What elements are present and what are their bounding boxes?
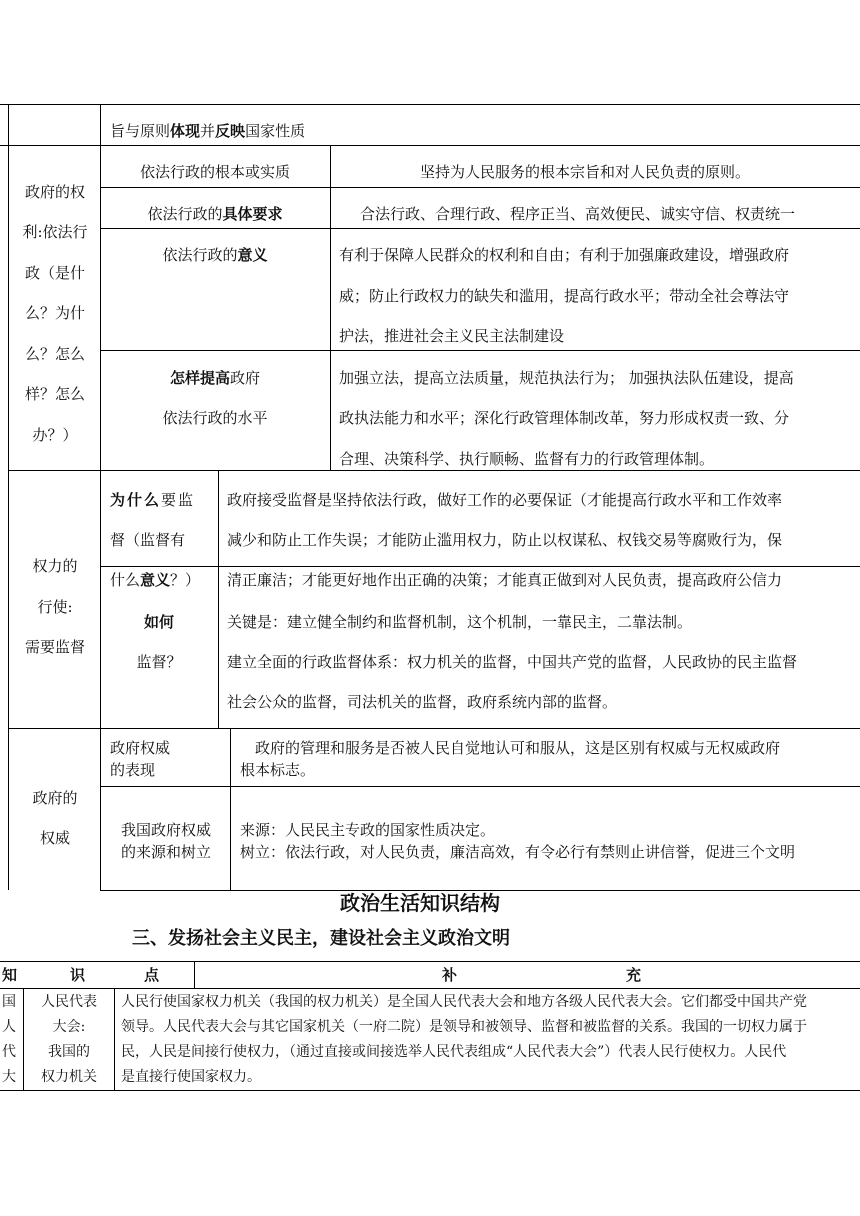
column-divider	[8, 104, 9, 890]
essence-label: 依法行政的根本或实质	[139, 163, 290, 181]
row-divider	[0, 145, 860, 146]
page-title: 政治生活知识结构	[340, 891, 500, 915]
table2-bottom-border	[0, 1090, 860, 1091]
essence-text: 坚持为人民服务的根本宗旨和对人民负责的原则。	[420, 163, 751, 181]
row-divider	[100, 350, 860, 351]
column-divider	[230, 728, 231, 890]
row-divider	[100, 228, 860, 229]
significance-label: 依法行政的意义	[162, 246, 268, 264]
column-divider	[218, 470, 219, 728]
table2-top-border	[0, 961, 860, 962]
row-divider	[8, 728, 860, 729]
column-divider	[330, 145, 331, 470]
row-divider	[8, 470, 860, 471]
row-divider	[100, 786, 860, 787]
column-divider	[114, 988, 115, 1090]
requirement-text: 合法行政、合理行政、程序正当、高效便民、诚实守信、权责统一	[360, 205, 796, 223]
column-divider	[194, 961, 195, 988]
requirement-label: 依法行政的具体要求	[147, 205, 283, 223]
document-page: 旨与原则体现并反映国家性质 政府的权 利:依法行 政（是什 么？为什 么？怎么 样？怎么 办？） 依法行政的根本或实质 坚持为人民服务的根本宗旨和对人民负责的原则。 依法行政的具体要求 合法行政、合理行政、程序正当、高效便民、诚实守信、权责统一 依法行政的意义 有利于保障人民群众的权利和自由；有利于加强廉政建设，增强政府 威；防止行政权力的缺失和滥用，提高行政水平；带动全社会尊法守 护法，推进社会主义民主法制建设 怎样提高政府 依法行政的水平 加强立法，提高立法质量，规范执法行为； 加强执法队伍建设，提高 政执法能力和水平；深化行政管理体制改革，努力形成权责一致、分 合理、决策科学、执行顺畅、监督有力的行政管理体制。 权力的 行使: 需要监督 为什么要监 督（监督有 什么意义？） 政府接受监督是坚持依法行政，做好工作的必要保证（才能提高行政水平和工作效率 减少和防止工作失误；才能防止滥用权力，防止以权谋私、权钱交易等腐败行为，保 清正廉洁；才能更好地作出正确的决策；才能真正做到对人民负责，提高政府公信力 如何 监督？ 关键是：建立健全制约和监督机制，这个机制，一靠民主，二靠法制。 建立全面的行政监督体系：权力机关的监督，中国共产党的监督，人民政协的民主监督 社会公众的监督，司法机关的监督，政府系统内部的监督。 政府的 权威 政府权威 的表现 政府的管理和服务是否被人民自觉地认可和服从，这是区别有权威与无权威政府 根本标志。 我国政府权威 的来源和树立 来源：人民民主专政的国家性质决定。 树立：依法行政，对人民负责，廉洁高效，有令必行有禁则止讲信誉，促进三个文明 政治生活知识结构 三、发扬社会主义民主，建设社会主义政治文明 知 识 点 补 充 国 人 代 大 人民代表 大会: 我国的 权力机关 人民行使国家权力机关（我国的权力机关）是全国人民代表大会和地方各级人民代表大会。它们都受中国共产党 领导。人民代表大会与其它国家机关（一府二院）是领导和被领导、监督和被监督的关系。我国的一切权力属于 民，人民是间接行使权力，（通过直接或间接选举人民代表组成“人民代表大会”）代表人民行使权力。人民代 是直接行使国家权力。	[0, 0, 860, 1216]
table2-header-divider	[0, 988, 860, 989]
section-subtitle: 三、发扬社会主义民主，建设社会主义政治文明	[132, 928, 510, 949]
principle-row-text: 旨与原则体现并反映国家性质	[110, 122, 306, 140]
row-divider	[100, 566, 860, 567]
table1-top-border	[0, 104, 860, 105]
row-divider	[100, 187, 860, 188]
